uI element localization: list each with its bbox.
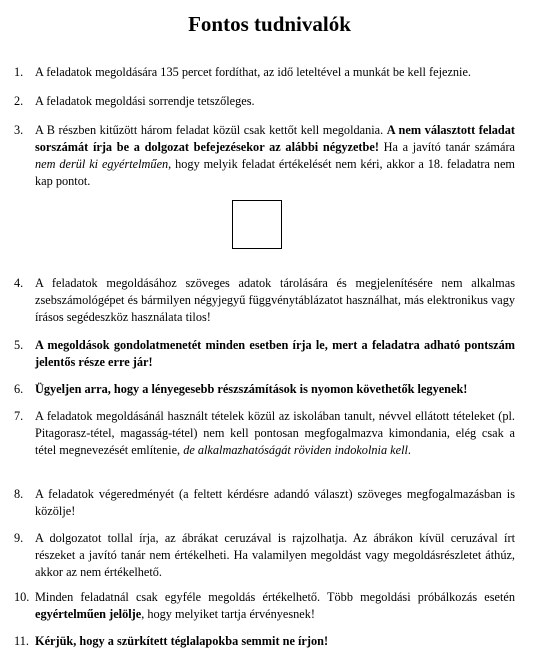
item-number: 3. <box>14 123 24 137</box>
item-number: 5. <box>14 338 24 352</box>
item-text-segment: A feladatok megoldásához szöveges adatok tárolására és megjelenítésére nem alkalmas zsebszámológépet és bármilyen négyjegyű függvénytáblázatot használhat, más elektronikus vagy írásos segédeszköz használata tilos! <box>35 276 515 324</box>
item-number: 8. <box>14 487 24 501</box>
item-text <box>35 589 515 623</box>
item-text-segment: Kérjük, hogy a szürkített téglalapokba semmit ne írjon! <box>35 634 329 648</box>
item-number: 7. <box>14 409 24 423</box>
item-number: 1. <box>14 65 24 79</box>
item-text <box>35 275 515 326</box>
item-text-segment: A feladatok megoldásánál használt tételek közül az iskolában tanult, névvel ellátott tételeket (pl. Pitagorasz-tétel, magasság-tétel) nem kell pontosan megfogalmazva kimondania, elég csak a tétel megnevezését említenie, <box>35 409 515 457</box>
item-text-segment: A dolgozatot tollal írja, az ábrákat ceruzával is rajzolhatja. Az ábrákon kívül ceruzával írt részeket a javító tanár nem értékelheti. Ha valamilyen megoldást vagy megoldásrészletet áthúz, akkor az nem értékelhető. <box>35 531 515 579</box>
item-number: 4. <box>14 276 24 290</box>
item-text-segment: A B részben kitűzött három feladat közül csak kettőt kell megoldania. <box>35 123 387 137</box>
item-text-segment: , hogy melyiket tartja érvényesnek! <box>141 607 315 621</box>
item-text-segment: A feladatok megoldására 135 percet fordíthat, az idő leteltével a munkát be kell fejeznie. <box>35 65 472 79</box>
item-text-segment: de alkalmazhatóságát röviden indokolnia kell <box>183 443 408 457</box>
item-text-segment: A feladatok megoldási sorrendje tetszőleges. <box>35 94 255 108</box>
item-text <box>35 122 515 190</box>
item-text <box>35 486 515 520</box>
item-text-segment: Minden feladatnál csak egyféle megoldás értékelhető. Több megoldási próbálkozás esetén <box>35 590 515 604</box>
item-text <box>35 64 515 81</box>
item-text <box>35 93 515 110</box>
item-number: 9. <box>14 531 24 545</box>
item-text <box>35 381 515 398</box>
item-text-segment: , hogy melyik feladat értékelését nem kéri, akkor a 18. feladatra nem kap pontot. <box>35 157 515 188</box>
item-text-segment: . <box>407 443 411 457</box>
item-text <box>35 530 515 581</box>
item-number: 10. <box>14 590 30 604</box>
item-text <box>35 633 515 650</box>
item-text <box>35 408 515 459</box>
item-text-segment: A megoldások gondolatmenetét minden esetben írja le, mert a feladatra adható pontszám jelentős része erre jár! <box>35 338 515 369</box>
item-number: 2. <box>14 94 24 108</box>
item-text-segment: Ha a javító tanár számára <box>378 140 515 154</box>
item-number: 11. <box>14 634 29 648</box>
page-title: Fontos tudnivalók <box>188 12 351 36</box>
item-text-segment: A feladatok végeredményét (a feltett kérdésre adandó választ) szöveges megfogalmazásban is közölje! <box>35 487 515 518</box>
item-text <box>35 337 515 371</box>
item-text-segment: Ügyeljen arra, hogy a lényegesebb részszámítások is nyomon követhetők legyenek! <box>35 382 468 396</box>
item-text-segment: egyértelműen jelölje <box>35 607 142 621</box>
item-text-segment: A nem választott feladat sorszámát írja be a dolgozat befejezésekor az alábbi négyzetbe! <box>35 123 515 154</box>
item-text-segment: nem derül ki egyértelműen <box>35 157 169 171</box>
item-number: 6. <box>14 382 24 396</box>
unchosen-task-box[interactable] <box>232 200 282 249</box>
